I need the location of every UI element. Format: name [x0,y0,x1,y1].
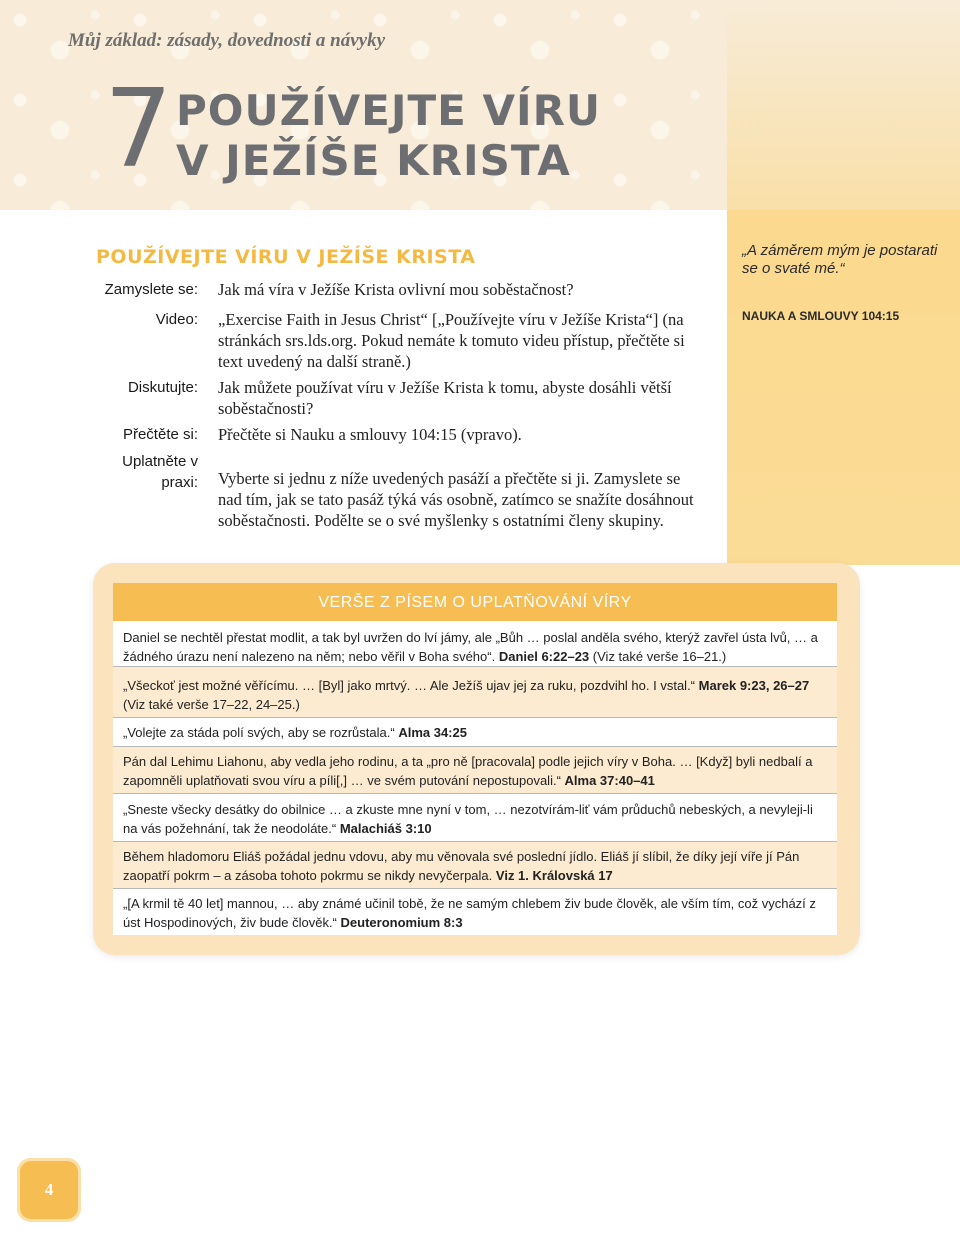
verse-reference: Alma 37:40–41 [564,773,655,788]
verse-text: „[A krmil tě 40 let] mannou, … aby známé učinil tobě, že ne samým chlebem živ bude člověk, ale vším tím, což vychází z úst Hospodinových, živ bude člověk.“ [123,896,816,930]
row-label: Video: [155,311,198,328]
sidebar-quote: „A záměrem mým je postarati se o svaté mé.“ [742,242,938,277]
verse-item [113,718,837,746]
book-kicker: Můj základ: zásady, dovednosti a návyky [68,30,386,51]
section-heading: POUŽÍVEJTE VÍRU V JEŽÍŠE KRISTA [96,246,476,268]
row-value: Vyberte si jednu z níže uvedených pasáží a přečtěte si ji. Zamyslete se nad tím, jak se tato pasáž týká vás osobně, zatímco se snažíte dosáhnout soběstačnosti. Podělte se o své myšlenky s ostatními členy skupiny. [218,469,694,530]
row-value: Jak můžete používat víru v Ježíše Krista k tomu, abyste dosáhli větší soběstačnosti? [218,378,672,418]
sidebar-reference: NAUKA A SMLOUVY 104:15 [742,309,900,323]
verse-text: „Sneste všecky desátky do obilnice … a zkuste mne nyní v tom, … nezotvírám-liť vám průduchů nebeských, a nevyleji-li na vás požehnání, tak že neodoláte.“ [123,802,813,836]
verse-text: „Volejte za stáda polí svých, aby se rozrůstala.“ [123,725,395,740]
verse-text: Během hladomoru Eliáš požádal jednu vdovu, aby mu věnovala své poslední jídlo. Eliáš jí slíbil, že díky její víře jí Pán zaopatří pokrm – a zásoba tohoto pokrmu se nikdy nevyčerpala. [123,849,800,883]
verse-item [113,842,837,888]
row-label-text: Uplatněte v praxi: [122,453,198,491]
verse-reference: Daniel 6:22–23 [498,649,590,664]
row-label: Přečtěte si: [122,426,198,443]
verse-item [113,667,837,717]
verse-reference: Viz 1. Královská 17 [495,868,613,883]
row-label [0,451,198,493]
verse-reference: Malachiáš 3:10 [339,821,432,836]
verse-text: Daniel se nechtěl přestat modlit, a tak byl uvržen do lví jámy, ale „Bůh … poslal anděla svého, kterýž zavřel ústa lvů, … a žádného úrazu není nalezeno na něm; nebo věřil v Boha svého“. [123,630,818,664]
chapter-title-line2: V JEŽÍŠE KRISTA [176,136,571,185]
verse-reference: Deuteronomium 8:3 [340,915,463,930]
row-value: Jak má víra v Ježíše Krista ovlivní mou soběstačnost? [218,280,574,299]
row-value: „Exercise Faith in Jesus Christ“ [„Používejte víru v Ježíše Krista“] (na stránkách srs.lds.org. Pokud nemáte k tomuto videu přístup, přečtěte si text uvedený na další straně.) [218,310,685,371]
verse-item [113,794,837,841]
verse-note: (Viz také verše 17–22, 24–25.) [123,697,300,712]
verse-text: „Všeckoť jest možné věřícímu. … [Byl] jako mrtvý. … Ale Ježíš ujav jej za ruku, pozdvihl ho. I vstal.“ [123,678,696,693]
scripture-heading: VERŠE Z PÍSEM O UPLATŇOVÁNÍ VÍRY [113,583,837,621]
page-number-badge: 4 [17,1158,81,1222]
chapter-number: 7 [104,67,169,192]
verse-reference: Marek 9:23, 26–27 [698,678,810,693]
verse-note: (Viz také verše 16–21.) [592,649,727,664]
verse-item [113,747,837,793]
verse-reference: Alma 34:25 [398,725,467,740]
verse-text: Pán dal Lehimu Liahonu, aby vedla jeho rodinu, a ta „pro ně [pracovala] podle jejich víry v Boha. … [Když] byli nedbalí a zapomněli uplatňovati svou víru a píli[,] … ve svém putování nepostupovali.“ [123,754,813,788]
row-label: Diskutujte: [127,379,198,396]
row-value: Přečtěte si Nauku a smlouvy 104:15 (vpravo). [218,425,522,444]
header-banner-right [727,0,960,210]
chapter-title [176,86,601,186]
verse-item [113,889,837,935]
row-label: Zamyslete se: [104,281,198,298]
chapter-title-line1: POUŽÍVEJTE VÍRU [176,86,602,135]
